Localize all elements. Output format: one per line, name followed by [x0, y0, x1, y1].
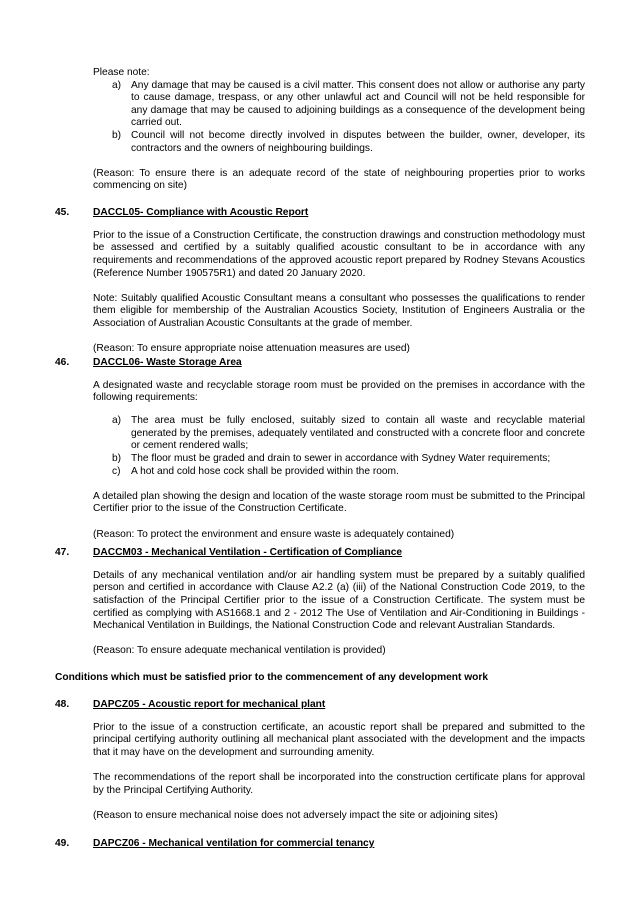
list-marker: a): [112, 79, 122, 91]
list-item: [93, 415, 585, 453]
reason-text: (Reason: To ensure adequate mechanical ventilation is provided): [93, 645, 386, 657]
condition-number: 48.: [55, 699, 70, 710]
list-item: [93, 453, 585, 466]
section-heading: Conditions which must be satisfied prior to the commencement of any development work: [55, 672, 489, 683]
list-item: [93, 80, 585, 130]
paragraph: Prior to the issue of a Construction Certificate, the construction drawings and construction methodology must be assessed and certified by a suitably qualified acoustic consultant to be in accordance with any requirements and recommendations of the approved acoustic report prepared by Rodney Stevans Acoustics (Reference Number 190575R1) and dated 20 January 2020.: [93, 229, 585, 279]
note-label: Please note:: [93, 67, 150, 78]
list-item: [93, 130, 585, 155]
condition-title: DACCL05- Compliance with Acoustic Report: [93, 207, 309, 218]
list-item-text: The area must be fully enclosed, suitably sized to contain all waste and recyclable material generated by the premises, adequately ventilated and constructed with a concrete floor and concrete or cement rendered walls;: [131, 415, 585, 452]
condition-number: 45.: [55, 207, 70, 218]
condition-title: DAPCZ05 - Acoustic report for mechanical plant: [93, 699, 326, 710]
condition-title: DACCM03 - Mechanical Ventilation - Certification of Compliance: [93, 547, 403, 558]
list-marker: a): [112, 415, 122, 427]
intro-block: [93, 67, 585, 193]
paragraph: Prior to the issue of a construction certificate, an acoustic report shall be prepared and submitted to the principal certifying authority outlining all mechanical plant associated with the development and the impacts that it may have on the development and surrounding amenity.: [93, 721, 585, 758]
list-item-text: Council will not become directly involved in disputes between the builder, owner, developer, its contractors and the owners of neighbouring buildings.: [131, 129, 585, 154]
list-marker: c): [112, 465, 121, 477]
condition-number: 47.: [55, 547, 70, 558]
condition-body: [93, 370, 585, 552]
reason-text: (Reason: To protect the environment and ensure waste is adequately contained): [93, 528, 455, 540]
paragraph: Details of any mechanical ventilation and/or air handling system must be prepared by a suitably qualified person and certified in accordance with Clause A2.2 (a) (iii) of the National Construction Code 2019, to the satisfaction of the Principal Certifier prior to the issue of a Construction Certificate. The system must be certified as complying with AS1668.1 and 2 - 2012 The Use of Ventilation and Air-Conditioning in Buildings - Mechanical Ventilation in Buildings, the National Construction Code and relevant Australian Standards.: [93, 569, 585, 632]
paragraph: A designated waste and recyclable storage room must be provided on the premises in accordance with the following requirements:: [93, 379, 585, 404]
reason-text: (Reason to ensure mechanical noise does not adversely impact the site or adjoining sites): [93, 809, 498, 821]
paragraph: The recommendations of the report shall be incorporated into the construction certificate plans for approval by the Principal Certifying Authority.: [93, 772, 585, 796]
list-marker: b): [112, 129, 122, 141]
condition-title: DACCL06- Waste Storage Area: [93, 357, 242, 368]
list-item-text: A hot and cold hose cock shall be provided within the room.: [131, 465, 399, 477]
condition-title: DAPCZ06 - Mechanical ventilation for commercial tenancy: [93, 838, 375, 849]
reason-text: (Reason: To ensure appropriate noise attenuation measures are used): [93, 343, 410, 355]
note-paragraph: Note: Suitably qualified Acoustic Consultant means a consultant who possesses the qualifications to render them eligible for membership of the Australian Acoustics Society, Institution of Engineers Australia or the Association of Australian Acoustic Consultants at the grade of member.: [93, 292, 585, 329]
reason-text: (Reason: To ensure there is an adequate record of the state of neighbouring properties prior to works commencing on site): [93, 167, 585, 192]
condition-body: [93, 712, 585, 833]
list-marker: b): [112, 452, 122, 464]
paragraph: A detailed plan showing the design and location of the waste storage room must be submitted to the Principal Certifier prior to the issue of the Construction Certificate.: [93, 490, 585, 515]
list-item-text: Any damage that may be caused is a civil matter. This consent does not allow or authorise any party to cause damage, trespass, or any other unlawful act and Council will not be held responsible for any damage that may be caused to adjoining buildings as a consequence of the development being carried out.: [131, 79, 585, 129]
condition-number: 46.: [55, 357, 70, 368]
condition-body: [93, 560, 585, 669]
condition-body: [93, 220, 585, 366]
condition-number: 49.: [55, 838, 70, 849]
list-item: [93, 466, 585, 479]
list-item-text: The floor must be graded and drain to sewer in accordance with Sydney Water requirements;: [131, 452, 551, 464]
